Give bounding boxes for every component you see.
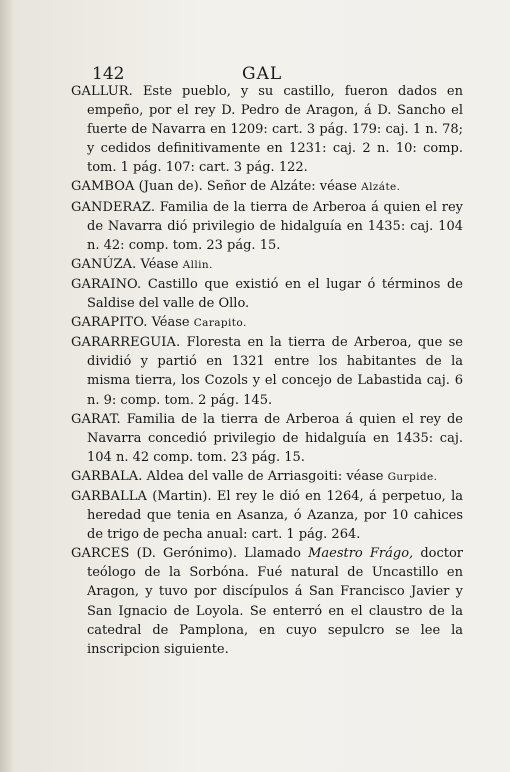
entry-italic-name: Maestro Frágo, (308, 546, 414, 562)
entry-text: (D. Gerónimo). Llamado (136, 546, 301, 562)
dictionary-entries (71, 82, 463, 659)
entry-gamboa (71, 177, 463, 197)
entry-headword: GANDERAZ. (71, 199, 156, 215)
entry-text: Floresta en la tierra de Arberoa, que se dividió y partió en 1321 entre los habitantes de la misma tierra, los Cozols y el concejo de Labastida caj. 6 n. 9: comp. tom. 2 pág. 145. (87, 335, 463, 408)
entry-headword: GARBALLA (71, 488, 147, 504)
entry-text: Familia de la tierra de Arberoa á quien el rey de Navarra concedió privilegio de hidalguía en 1435: caj. 104 n. 42 comp. tom. 23 pág. 15. (87, 411, 463, 465)
entry-headword: GARAT. (71, 411, 121, 427)
entry-text: Véase (140, 256, 179, 272)
entry-text: (Martin). El rey le dió en 1264, á perpetuo, la heredad que tenia en Asanza, ó Azanza, por 10 cahices de trigo de pecha anual: cart. 1 pág. 264. (87, 488, 463, 543)
entry-text: Este pueblo, y su castillo, fueron dados en empeño, por el rey D. Pedro de Aragon, á D. Sancho el fuerte de Navarra en 1209: cart. 3 pág. 179: caj. 1 n. 78; y cedidos definitivamente en 1231: caj. 2 n. 10: comp. tom. 1 pág. 107: cart. 3 pág. 122. (87, 84, 463, 176)
entry-garaino (71, 275, 463, 313)
entry-garbala (71, 467, 463, 487)
entry-text: (Juan de). Señor de Alzáte: véase (138, 179, 357, 195)
entry-gararreguia (71, 333, 463, 409)
entry-headword: GARCES (71, 546, 130, 562)
entry-text-continued: doctor teólogo de la Sorbóna. Fué natural de Uncastillo en Aragon, y tuvo por discípulos á San Francisco Javier y San Ignacio de Loyola. Se enterró en el claustro de la catedral de Pamplona, en cuyo sepulcro se lee la inscripcion siguiente. (87, 546, 464, 657)
entry-gallur (71, 82, 463, 177)
entry-headword: GALLUR. (71, 84, 133, 99)
entry-text: Aldea del valle de Arriasgoiti: véase (146, 468, 384, 484)
entry-ganuza (71, 255, 463, 275)
entry-headword: GARBALA. (71, 468, 143, 484)
entry-headword: GARARREGUIA. (71, 335, 181, 351)
entry-text: Castillo que existió en el lugar ó términos de Saldise del valle de Ollo. (87, 276, 463, 312)
entry-headword: GARAPITO. (71, 315, 148, 331)
entry-garat (71, 410, 463, 467)
entry-garces (71, 544, 463, 659)
entry-text: Véase (151, 315, 190, 331)
page-number: 142 (92, 64, 125, 84)
cross-reference: Alzáte. (361, 181, 401, 194)
cross-reference: Allin. (182, 258, 213, 271)
entry-text: Familia de la tierra de Arberoa á quien el rey de Navarra dió privilegio de hidalguía en 1435: caj. 104 n. 42: comp. tom. 23 pág. 15. (87, 199, 463, 253)
entry-headword: GAMBOA (71, 179, 135, 195)
entry-headword: GANÚZA. (71, 256, 137, 272)
running-head: GAL (242, 64, 283, 84)
entry-headword: GARAINO. (71, 276, 142, 292)
cross-reference: Carapito. (193, 317, 247, 330)
entry-ganderaz (71, 198, 463, 255)
page-gutter-shadow (0, 0, 14, 772)
entry-garballa (71, 487, 463, 544)
entry-garapito (71, 313, 463, 333)
cross-reference: Gurpide. (387, 470, 438, 483)
